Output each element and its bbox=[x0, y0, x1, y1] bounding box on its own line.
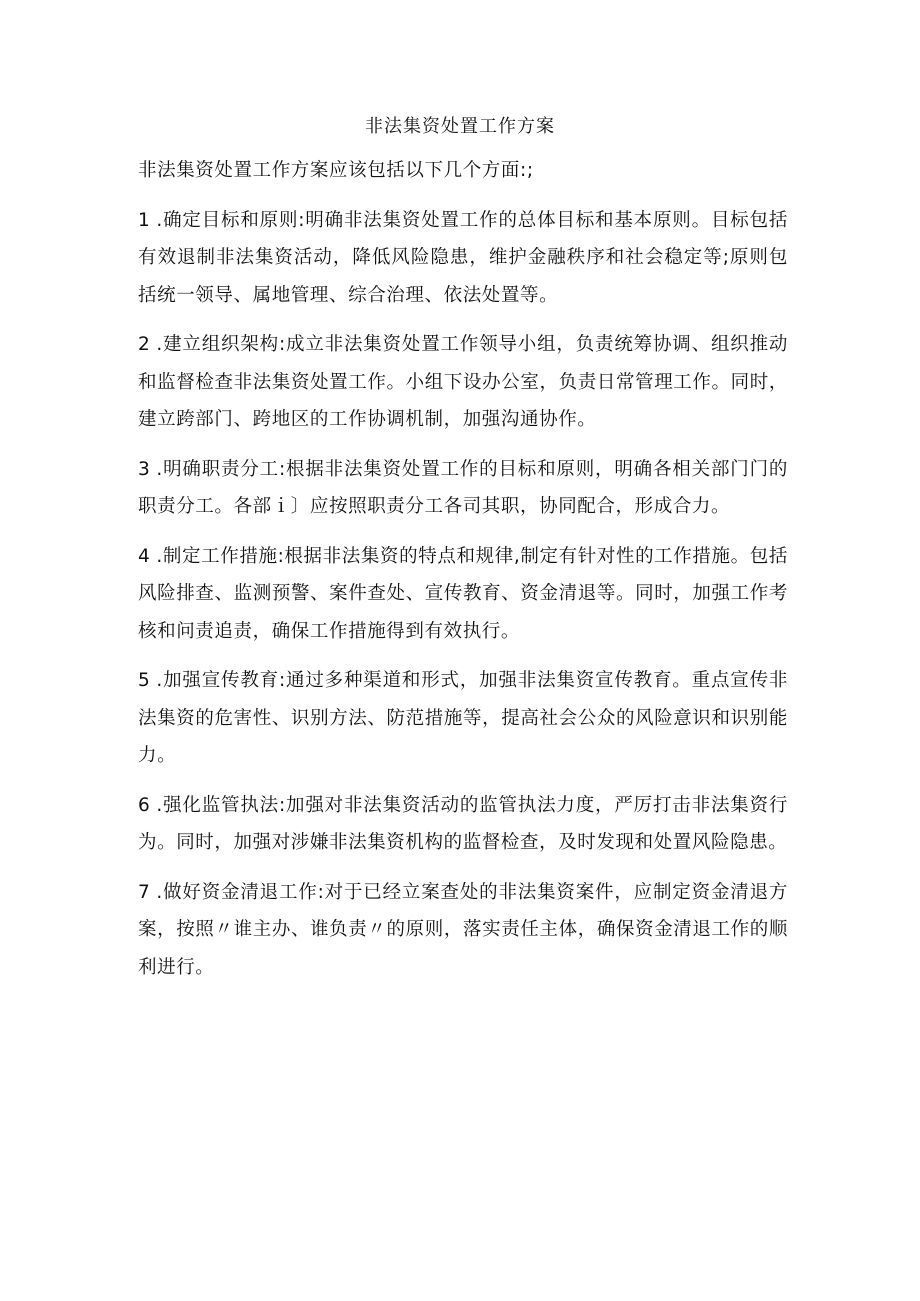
item-number: 2 bbox=[138, 334, 151, 355]
item-text: .强化监管执法:加强对非法集资活动的监管执法力度，严厉打击非法集资行为。同时，加强对涉嫌非法集资机构的监督检查，及时发现和处置风险隐患。 bbox=[138, 794, 788, 853]
list-item-1 bbox=[138, 202, 788, 315]
item-number: 7 bbox=[138, 881, 151, 903]
item-number: 6 bbox=[138, 794, 151, 816]
item-text: .做好资金清退工作:对于已经立案查处的非法集资案件，应制定资金清退方案，按照〃谁主办、谁负责〃的原则，落实责任主体，确保资金清退工作的顺利进行。 bbox=[138, 881, 788, 978]
item-text: .建立组织架构:成立非法集资处置工作领导小组，负责统筹协调、组织推动和监督检查非法集资处置工作。小组下设办公室，负责日常管理工作。同时，建立跨部门、跨地区的工作协调机制，加强沟通协作。 bbox=[138, 334, 788, 430]
item-number: 5 bbox=[138, 670, 151, 691]
item-text: .制定工作措施:根据非法集资的特点和规律,制定有针对性的工作措施。包括风险排查、监测预警、案件查处、宣传教育、资金清退等。同时，加强工作考核和问责追责，确保工作措施得到有效执行。 bbox=[138, 545, 788, 642]
item-text: .加强宣传教育:通过多种渠道和形式，加强非法集资宣传教育。重点宣传非法集资的危害性、识别方法、防范措施等，提高社会公众的风险意识和识别能力。 bbox=[138, 670, 788, 766]
item-number: 3 bbox=[138, 458, 151, 480]
item-number: 1 bbox=[138, 209, 151, 231]
document-body bbox=[138, 152, 788, 998]
list-item-2 bbox=[138, 326, 788, 439]
item-text: .明确职责分工:根据非法集资处置工作的目标和原则，明确各相关部门门的职责分工。各部ｉ〕应按照职责分工各司其职，协同配合，形成合力。 bbox=[138, 458, 788, 517]
item-text: .确定目标和原则:明确非法集资处置工作的总体目标和基本原则。目标包括有效退制非法集资活动，降低风险隐患，维护金融秩序和社会稳定等;原则包括统一领导、属地管理、综合治理、依法处置等。 bbox=[138, 209, 788, 306]
list-item-6 bbox=[138, 787, 788, 862]
list-item-5 bbox=[138, 662, 788, 775]
list-item-4 bbox=[138, 538, 788, 651]
intro-paragraph: 非法集资处置工作方案应该包括以下几个方面:; bbox=[138, 160, 534, 181]
document-title: 非法集资处置工作方案 bbox=[365, 116, 555, 137]
list-item-7 bbox=[138, 874, 788, 987]
list-item-3 bbox=[138, 451, 788, 526]
item-number: 4 bbox=[138, 545, 151, 567]
